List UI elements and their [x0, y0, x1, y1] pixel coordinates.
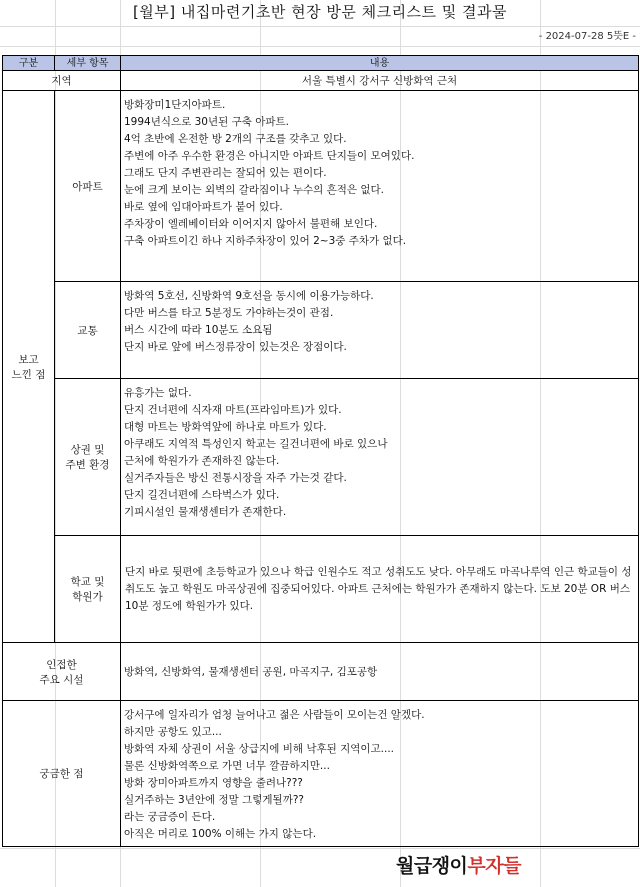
header-category: 구분: [3, 56, 55, 71]
item-commercial-line1: 상권 및: [70, 444, 105, 456]
header-item: 세부 항목: [55, 56, 121, 71]
note-line: 눈에 크게 보이는 외벽의 갈라짐이나 누수의 흔적은 없다.: [124, 184, 384, 196]
note-line: 하지만 공항도 있고...: [124, 726, 222, 738]
note-line: 기피시설인 물재생센터가 존재한다.: [124, 506, 287, 518]
note-line: 실거주자들은 방신 전통시장을 자주 가는것 같다.: [124, 472, 347, 484]
commercial-notes: [121, 379, 639, 536]
region-value: 서울 특별시 강서구 신방화역 근처: [121, 71, 639, 91]
apartment-row: [3, 91, 639, 282]
note-line: 방화장미1단지아파트.: [124, 99, 226, 111]
brand-logo-part1: 월급쟁이: [396, 855, 468, 877]
nearby-value: 방화역, 신방화역, 물재생센터 공원, 마곡지구, 김포공항: [121, 643, 639, 701]
note-line: 주차장이 엘레베이터와 이어지지 않아서 불편해 보인다.: [124, 218, 378, 230]
brand-logo-part2: 부자들: [467, 855, 521, 877]
grid-line: [0, 26, 640, 27]
questions-row: [3, 701, 639, 847]
school-notes: 단지 바로 뒷편에 초등학교가 있으나 학급 인원수도 적고 성취도도 낮다. 아무래도 마곡나루역 인근 학교들이 성취도도 높고 학원도 마곡상권에 집중되어있다. 아파트 근처에는 학원가가 존재하지 않는다. 도보 20분 OR 버스 10분 정도에 학원가가 있다.: [121, 536, 639, 643]
note-line: 1994년식으로 30년된 구축 아파트.: [124, 116, 290, 128]
note-line: 아쿠래도 지역적 특성인지 학교는 길건너편에 바로 있으나: [124, 438, 388, 450]
note-line: 주변에 아주 우수한 환경은 아니지만 아파트 단지들이 모여있다.: [124, 150, 415, 162]
note-line: 단지 바로 앞에 버스정류장이 있는것은 장점이다.: [124, 341, 347, 353]
note-line: 단지 길건너편에 스타벅스가 있다.: [124, 489, 280, 501]
note-line: 방화 장미아파트까지 영향을 줄려나???: [124, 777, 303, 789]
observations-label-line2: 느낀 점: [11, 368, 46, 381]
item-commercial: [55, 379, 121, 536]
note-line: 아직은 머리로 100% 이해는 가지 않는다.: [124, 828, 317, 840]
date-line: - 2024-07-28 5뜻E -: [538, 31, 636, 42]
note-line: 유흥가는 없다.: [124, 387, 192, 399]
region-label: 지역: [3, 71, 121, 91]
item-apartment: 아파트: [55, 91, 121, 282]
item-school: [55, 536, 121, 643]
note-line: 버스 시간에 따라 10분도 소요됨: [124, 324, 273, 336]
note-line: 대형 마트는 방화역앞에 하나로 마트가 있다.: [124, 421, 327, 433]
note-line: 단지 건너편에 식자재 마트(프라임마트)가 있다.: [124, 404, 342, 416]
note-line: 4억 초반에 온전한 방 2개의 구조를 갖추고 있다.: [124, 133, 347, 145]
brand-logo: [396, 852, 536, 880]
checklist-table: [2, 55, 639, 847]
note-line: 다만 버스를 타고 5분정도 가야하는것이 관점.: [124, 307, 334, 319]
note-line: 실거주하는 3년안에 정말 그렇게될까??: [124, 794, 304, 806]
observations-label-line1: 보고: [18, 353, 39, 366]
apartment-notes: [121, 91, 639, 282]
transport-notes: [121, 282, 639, 379]
questions-label: 궁금한 점: [3, 701, 121, 847]
page-title: [월부] 내집마련기초반 현장 방문 체크리스트 및 결과물: [132, 3, 508, 21]
nearby-label: [3, 643, 121, 701]
header-row: [3, 56, 639, 71]
note-line: 방화역 자체 상권이 서울 상급지에 비해 낙후된 지역이고....: [124, 743, 395, 755]
item-transport: 교통: [55, 282, 121, 379]
header-content: 내용: [121, 56, 639, 71]
note-line: 방화역 5호선, 신방화역 9호선을 동시에 이용가능하다.: [124, 290, 374, 302]
school-row: [3, 536, 639, 643]
item-school-line1: 학교 및: [70, 576, 105, 588]
note-line: 근처에 학원가가 존재하진 않는다.: [124, 455, 280, 467]
region-row: [3, 71, 639, 91]
grid-line: [0, 848, 640, 849]
nearby-label-line1: 인접한: [46, 658, 77, 671]
commercial-row: [3, 379, 639, 536]
note-line: 강서구에 일자리가 엄청 늘어나고 젊은 사람들이 모이는건 알겠다.: [124, 709, 425, 721]
note-line: 물론 신방화역쪽으로 가면 너무 깔끔하지만...: [124, 760, 330, 772]
transport-row: [3, 282, 639, 379]
observations-label: [3, 91, 55, 643]
grid-line: [0, 46, 640, 47]
nearby-row: [3, 643, 639, 701]
note-line: 바로 옆에 임대아파트가 붙어 있다.: [124, 201, 283, 213]
questions-notes: [121, 701, 639, 847]
nearby-label-line2: 주요 시설: [39, 673, 84, 686]
note-line: 그래도 단지 주변관리는 잘되어 있는 편이다.: [124, 167, 327, 179]
note-line: 구축 아파트이긴 하나 지하주차장이 있어 2~3중 주차가 없다.: [124, 235, 407, 247]
item-commercial-line2: 주변 환경: [65, 459, 110, 471]
item-school-line2: 학원가: [72, 591, 103, 603]
note-line: 라는 궁금증이 든다.: [124, 811, 216, 823]
